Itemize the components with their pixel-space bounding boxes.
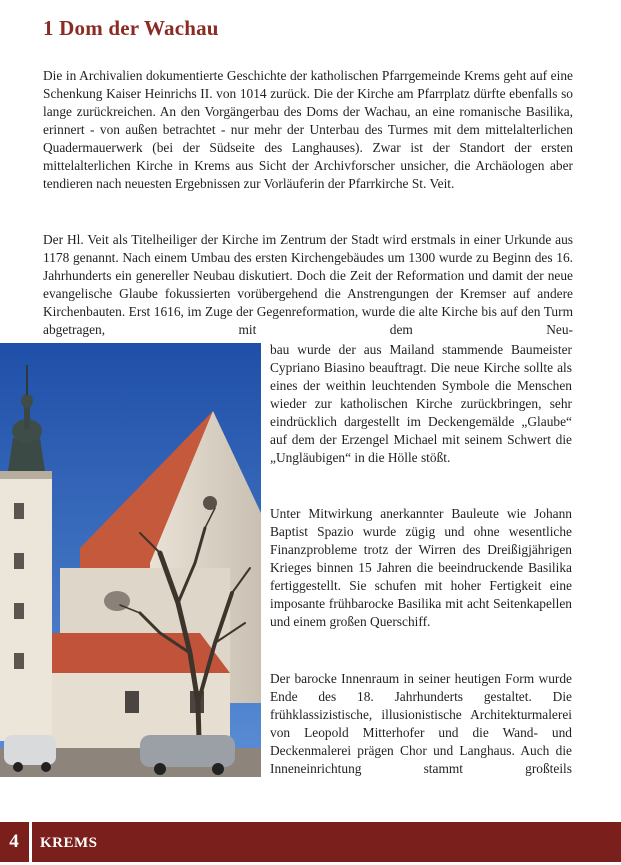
paragraph-construction: Unter Mitwirkung anerkannter Bauleute wie Johann Baptist Spazio wurde zügig und ohne wesentliche Finanzprobleme trotz der Wirren des Dreißigjährigen Krieges binnen 15 Jahren die beeindruckende Basilika fertiggestellt. Sie schufen mit hoher Fertigkeit eine imposante frühbarocke Basilika mit acht Seitenkapellen und einem großen Querschiff. bbox=[270, 506, 572, 629]
paragraph-interior: Der barocke Innenraum in seiner heutigen Form wurde Ende des 18. Jahrhunderts gestaltet. Die frühklassizistische, illusionistische Architekturmalerei von Leopold Mitterhofer und die Wand- und Deckenmalerei prägen Chor und Langhaus. Auch die Inneneinrichtung stammt großteils bbox=[270, 671, 572, 776]
page-title: 1 Dom der Wachau bbox=[43, 16, 219, 40]
paragraph-history: Die in Archivalien dokumentierte Geschichte der katholischen Pfarrgemeinde Krems geht auf eine Schenkung Kaiser Heinrichs II. von 1014 zurück. Die der Kirche am Pfarrplatz dürfte ebenfalls so lange zurückreichen. An den Vorgängerbau des Doms der Wachau, an eine romanische Basilika, erinnert - von außen betrachtet - nur mehr der Unterbau des Turmes mit dem mittelalterlichen Quadermauerwerk (bei der Südseite des Langhauses). Zwar ist der Standort der ersten mittelalterlichen Kirche in Krems aus Sicht der Archivforscher unsicher, die Archäologen aber tendieren nach neuesten Ergebnissen zur Vorläuferin der Pfarrkirche St. Veit. bbox=[43, 68, 573, 191]
page-number: 4 bbox=[9, 831, 19, 852]
section-label: KREMS bbox=[40, 835, 98, 851]
paragraph-saint-veit: Der Hl. Veit als Titelheiliger der Kirche im Zentrum der Stadt wird erstmals in einer Urkunde aus 1178 genannt. Nach einem Umbau des ersten Kirchengebäudes um 1300 wurde zu Beginn des 16. Jahrhunderts ein genereller Neubau diskutiert. Doch die Zeit der Reformation und damit der neue evangelische Glaube fokussierten vorübergehend die Anstrengungen der Kremser auf andere Kirchenbauten. Erst 1616, im Zuge der Gegenreformation, wurde die alte Kirche bis auf den Turm abgetragen, mit dem Neu- bbox=[43, 232, 573, 337]
church-photo bbox=[0, 343, 261, 777]
paragraph-new-church: bau wurde der aus Mailand stammende Baumeister Cypriano Biasino beauftragt. Die neue Kirche sollte als eines der weithin leuchtenden Symbole die Menschen wieder zur katholischen Kirche zurückbringen, sehr eindrücklich dargestellt im Deckengemälde „Glaube“ auf dem der Erzengel Michael mit seinem Schwert die „Ungläubigen“ in die Hölle stößt. bbox=[270, 342, 572, 465]
footer-bar bbox=[0, 822, 621, 862]
footer-divider bbox=[29, 822, 32, 862]
